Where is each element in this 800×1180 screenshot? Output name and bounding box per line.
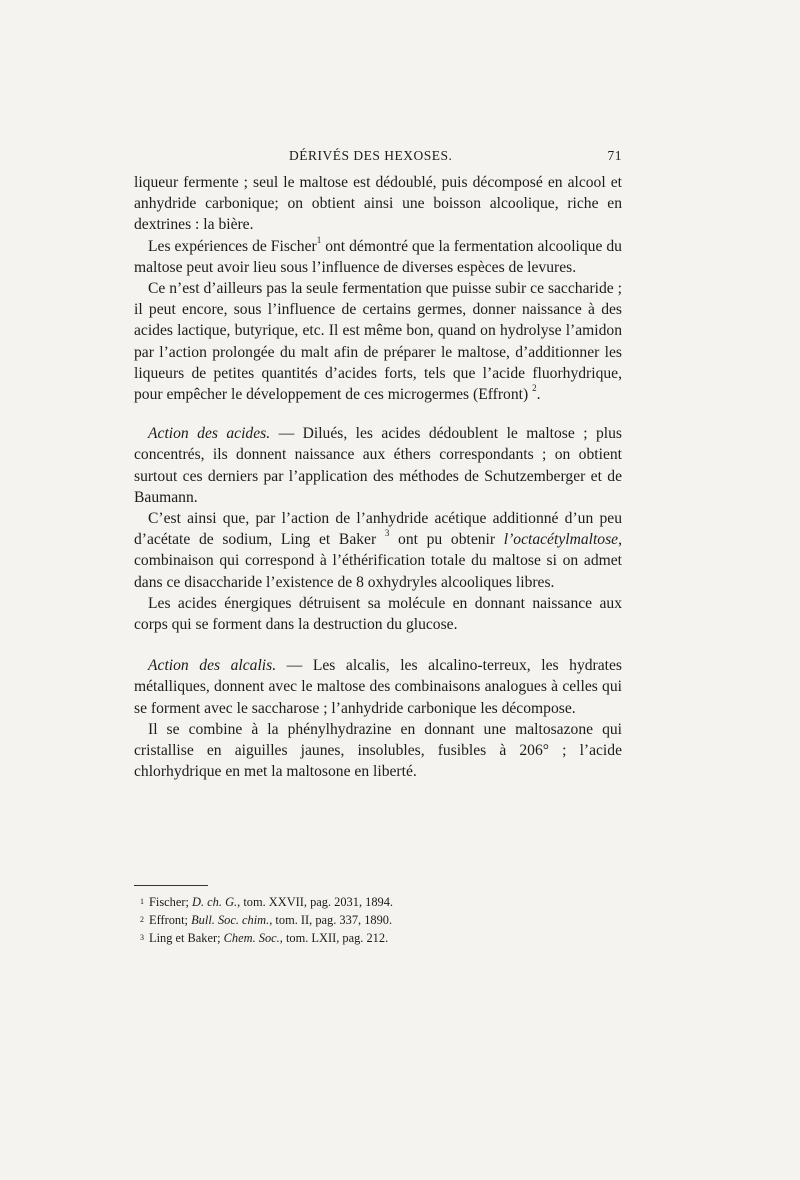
- footnote-journal: Chem. Soc.: [223, 931, 280, 945]
- footnote-1: [134, 893, 622, 911]
- footnote-reference: , tom. II, pag. 337, 1890.: [269, 913, 393, 927]
- paragraph-5-text-b: ont pu obtenir: [389, 531, 504, 549]
- paragraph-2-text-b: ont démontré que la fermentation alcoolique du maltose peut avoir lieu sous l’influence de diverses espèces de levures.: [134, 237, 622, 276]
- section-heading-acides: Action des acides.: [148, 425, 271, 443]
- page-number: 71: [607, 148, 622, 163]
- footnote-reference: , tom. LXII, pag. 212.: [279, 931, 389, 945]
- paragraph-4: [134, 423, 622, 508]
- footnote-journal: Bull. Soc. chim.: [191, 913, 270, 927]
- footnote-author: Ling et Baker;: [149, 931, 224, 945]
- footnote-number: 1: [140, 897, 144, 906]
- footnote-number: 2: [140, 915, 144, 924]
- footnote-ref-1: 1: [316, 234, 322, 245]
- paragraph-1: liqueur fermente ; seul le maltose est dédoublé, puis décomposé en alcool et anhydride carbonique; on obtient ainsi une boisson alcoolique, riche en dextrines : la bière.: [134, 174, 622, 234]
- paragraph-8: Il se combine à la phénylhydrazine en donnant une maltosazone qui cristallise en aiguilles jaunes, insolubles, fusibles à 206° ; l’acide chlorhydrique en met la maltosone en liberté.: [134, 720, 622, 781]
- footnote-number: 3: [140, 933, 144, 942]
- footnote-2: [134, 911, 622, 929]
- paragraph-5-text-c: , combinaison qui correspond à l’éthérification totale du maltose si on admet dans ce disaccharide l’existence de 8 oxhydryles alcooliques libres.: [134, 531, 622, 591]
- paragraph-5: [134, 508, 622, 593]
- paragraph-4-text: — Dilués, les acides dédoublent le maltose ; plus concentrés, ils donnent naissance aux éthers correspondants ; on obtient surtout ces derniers par l’application des méthodes de Schutzemberger et de Baumann.: [134, 425, 622, 506]
- paragraph-3-text-b: .: [536, 386, 541, 404]
- paragraph-6: Les acides énergiques détruisent sa molécule en donnant naissance aux corps qui se forment dans la destruction du glucose.: [134, 594, 622, 634]
- paragraph-3: [134, 278, 622, 405]
- running-title: DÉRIVÉS DES HEXOSES.: [289, 148, 453, 163]
- footnote-reference: , tom. XXVII, pag. 2031, 1894.: [237, 895, 394, 909]
- paragraph-7: [134, 655, 622, 719]
- footnote-ref-2: 2: [532, 383, 537, 394]
- compound-name: l’octacétylmaltose: [503, 531, 619, 549]
- paragraph-3-text-a: Ce n’est d’ailleurs pas la seule fermentation que puisse subir ce saccharide ; il peut encore, sous l’influence de certains germes, donner naissance à des acides lactique, butyrique, etc. Il est même bon, quand on hydrolyse l’amidon par l’action prolongée du malt afin de préparer le maltose, d’additionner les liqueurs de petites quantités d’acides forts, tels que l’acide fluorhydrique, pour empêcher le développement de ces microgermes (Effront): [134, 280, 622, 404]
- paragraph-2: [134, 236, 622, 278]
- body-text: [134, 172, 622, 782]
- section-heading-alcalis: Action des alcalis.: [148, 657, 277, 675]
- footnote-3: [134, 929, 622, 947]
- footnote-author: Effront;: [149, 913, 192, 927]
- footnote-divider: [134, 885, 208, 886]
- paragraph-7-text: — Les alcalis, les alcalino-terreux, les hydrates métalliques, donnent avec le maltose des combinaisons analogues à celles qui se forment avec le saccharose ; l’anhydride carbonique les décompose.: [134, 657, 622, 717]
- footnote-journal: D. ch. G.: [192, 895, 238, 909]
- footnotes: [134, 893, 622, 947]
- footnote-ref-3: 3: [384, 528, 390, 539]
- footnote-author: Fischer;: [149, 895, 193, 909]
- paragraph-5-text-a: C’est ainsi que, par l’action de l’anhydride acétique additionné d’un peu d’acétate de sodium, Ling et Baker: [134, 510, 622, 549]
- paragraph-2-text-a: Les expériences de Fischer: [148, 237, 317, 255]
